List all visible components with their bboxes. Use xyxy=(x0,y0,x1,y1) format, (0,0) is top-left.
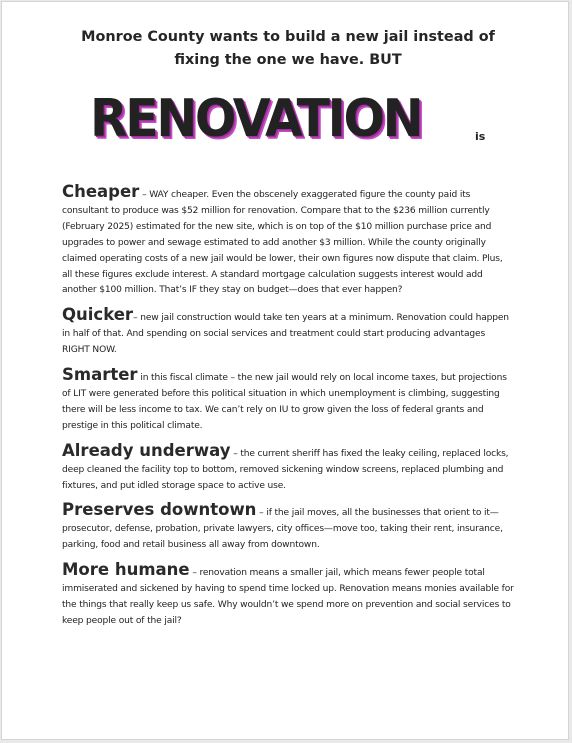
section-already-underway xyxy=(62,440,514,495)
section-paragraph xyxy=(62,562,514,630)
section-body: – renovation means a smaller jail, which means fewer people total immiserated and sickened by having to spend time locked up. Renovation means monies available for the things that really keep us safe. Why wouldn’t we spend more on prevention and social services to keep people out of the jail? xyxy=(62,568,514,626)
section-paragraph xyxy=(62,367,514,435)
headline: Monroe County wants to build a new jail instead of fixing the one we have. BUT xyxy=(81,29,495,68)
section-heading: Quicker xyxy=(62,305,134,325)
section-more-humane xyxy=(62,562,514,630)
section-body: – the current sheriff has fixed the leaky ceiling, replaced locks, deep cleaned the facility top to bottom, removed sickening window screens, replaced plumbing and fixtures, and put idled storage space to active use. xyxy=(62,448,509,491)
section-paragraph xyxy=(62,307,514,359)
section-preserves-downtown xyxy=(62,502,514,554)
section-body: – if the jail moves, all the businesses that orient to it—prosecutor, defense, probation, private lawyers, city offices—move too, taking their rent, insurance, parking, food and retail business all away from downtown. xyxy=(62,508,503,551)
section-paragraph xyxy=(62,502,514,554)
section-heading: More humane xyxy=(62,560,190,580)
section-heading: Cheaper xyxy=(62,182,140,201)
section-heading: Smarter xyxy=(62,365,138,385)
section-cheaper xyxy=(62,184,514,299)
section-smarter xyxy=(62,367,514,435)
section-paragraph xyxy=(62,440,514,495)
section-body: – WAY cheaper. Even the obscenely exaggerated figure the county paid its consultant to produce was $52 million for renovation. Compare that to the $236 million currently (February 2025) estimated for the new site, which is on top of the $10 million purchase price and upgrades to power and sewage estimated to add another $3 million. While the county originally claimed operating costs of a new jail would be lower, their own figures now dispute that claim. Plus, all these figures exclude interest. A standard mortgage calculation suggests interest would add another $100 million. That’s IF they stay on budget—does that ever happen? xyxy=(62,190,503,296)
hero-suffix: is xyxy=(475,130,486,143)
section-body: – new jail construction would take ten years at a minimum. Renovation could happen in half of that. And spending on social services and treatment could start producing advantages RIGHT NOW. xyxy=(62,313,509,356)
argument-list xyxy=(62,184,514,638)
section-heading: Preserves downtown xyxy=(62,500,257,520)
hero-word: RENOVATION xyxy=(90,89,422,149)
hero-title xyxy=(90,84,442,154)
section-quicker xyxy=(62,307,514,359)
section-body: in this fiscal climate – the new jail would rely on local income taxes, but projections of LIT were generated before this political situation in which unemployment is climbing, suggesting there will be less income to tax. We can’t rely on IU to grow given the loss of federal grants and prestige in this political climate. xyxy=(62,373,507,431)
section-heading: Already underway xyxy=(62,440,231,460)
section-paragraph xyxy=(62,184,514,299)
document-page xyxy=(1,1,569,740)
